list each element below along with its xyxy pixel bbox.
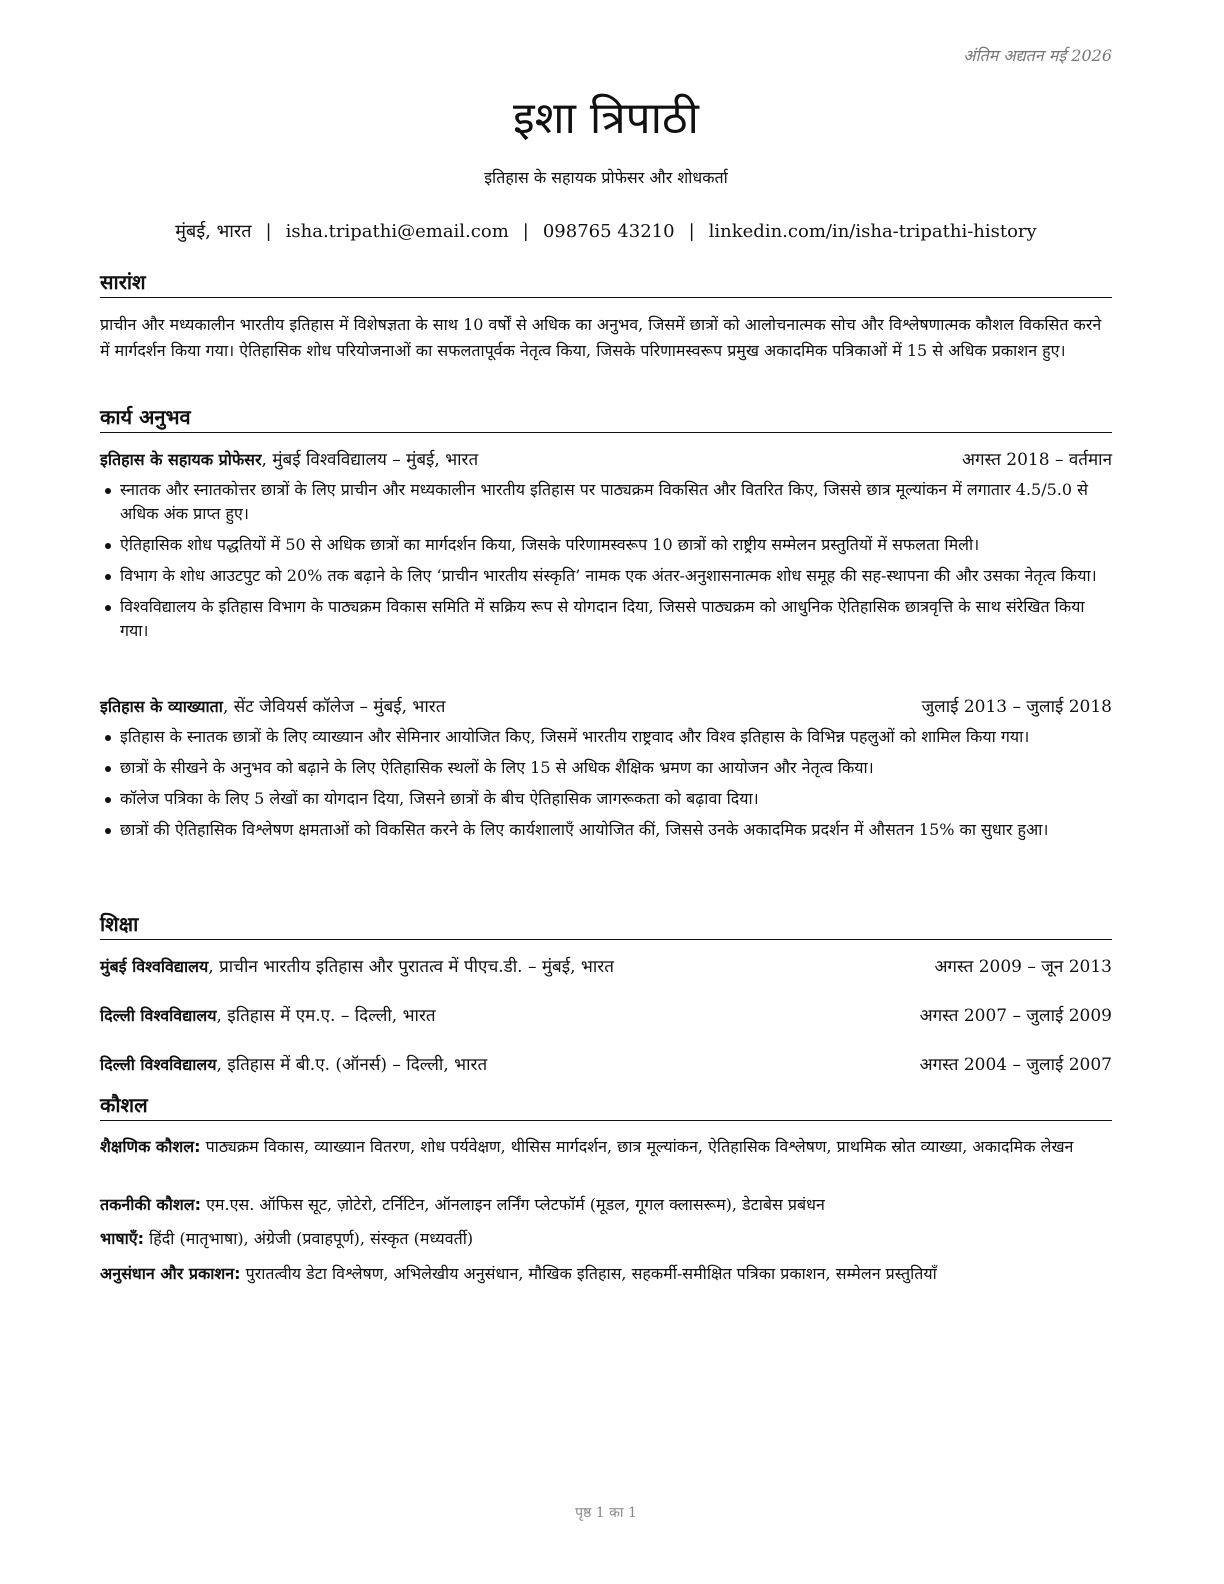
education-entry — [100, 954, 1112, 980]
skill-text: एम.एस. ऑफिस सूट, ज़ोटेरो, टर्निटिन, ऑनलाइन लर्निंग प्लेटफॉर्म (मूडल, गूगल क्लासरूम), डेटाबेस प्रबंधन — [201, 1195, 825, 1214]
bullet-item: छात्रों की ऐतिहासिक विश्लेषण क्षमताओं को विकसित करने के लिए कार्यशालाएँ आयोजित कीं, जिससे उनके अकादमिक प्रदर्शन में औसतन 15% का सुधार हुआ। — [100, 818, 1112, 842]
job-bullets — [100, 725, 1112, 849]
contact-phone[interactable]: 098765 43210 — [542, 221, 675, 242]
job-dates: अगस्त 2018 – वर्तमान — [962, 450, 1112, 470]
job-header — [100, 694, 1112, 720]
bullet-item: कॉलेज पत्रिका के लिए 5 लेखों का योगदान दिया, जिसने छात्रों के बीच ऐतिहासिक जागरूकता को बढ़ावा दिया। — [100, 787, 1112, 811]
bullet-item: छात्रों के सीखने के अनुभव को बढ़ाने के लिए ऐतिहासिक स्थलों के लिए 15 से अधिक शैक्षिक भ्रमण का आयोजन और नेतृत्व किया। — [100, 756, 1112, 780]
skill-label: अनुसंधान और प्रकाशन: — [100, 1264, 241, 1283]
job-title-line — [100, 694, 445, 720]
candidate-name: इशा त्रिपाठी — [513, 93, 699, 144]
bullet-item: इतिहास के स्नातक छात्रों के लिए व्याख्यान और सेमिनार आयोजित किए, जिसमें भारतीय राष्ट्रवाद और विश्व इतिहास के विभिन्न पहलुओं को शामिल किया गया। — [100, 725, 1112, 749]
skill-text: हिंदी (मातृभाषा), अंग्रेजी (प्रवाहपूर्ण), संस्कृत (मध्यवर्ती) — [144, 1229, 474, 1248]
contact-separator: | — [522, 221, 529, 242]
contact-linkedin[interactable]: linkedin.com/in/isha-tripathi-history — [708, 221, 1037, 242]
job-dates: जुलाई 2013 – जुलाई 2018 — [921, 697, 1112, 717]
job-bullets — [100, 478, 1112, 650]
skill-text: पाठ्यक्रम विकास, व्याख्यान वितरण, शोध पर्यवेक्षण, थीसिस मार्गदर्शन, छात्र मूल्यांकन, ऐतिहासिक विश्लेषण, प्राथमिक स्रोत व्याख्या, अकादमिक लेखन — [200, 1137, 1074, 1156]
summary-text: प्राचीन और मध्यकालीन भारतीय इतिहास में विशेषज्ञता के साथ 10 वर्षों से अधिक का अनुभव, जिसमें छात्रों को आलोचनात्मक सोच और विश्लेषणात्मक कौशल विकसित करने में मार्गदर्शन किया गया। ऐतिहासिक शोध परियोजनाओं का सफलतापूर्वक नेतृत्व किया, जिसके परिणामस्वरूप प्रमुख अकादमिक पत्रिकाओं में 15 से अधिक प्रकाशन हुए। — [100, 315, 1102, 360]
education-school: मुंबई विश्वविद्यालय — [100, 957, 209, 976]
job-header — [100, 447, 1112, 473]
bullet-icon — [105, 735, 111, 741]
bullet-icon — [105, 543, 111, 549]
page-number: पृष्ठ 1 का 1 — [575, 1505, 637, 1521]
education-school: दिल्ली विश्वविद्यालय — [100, 1055, 217, 1074]
contact-email[interactable]: isha.tripathi@email.com — [285, 221, 509, 242]
skill-label: शैक्षणिक कौशल: — [100, 1137, 201, 1156]
last-updated: अंतिम अद्यतन मई 2026 — [963, 46, 1112, 65]
section-title-experience: कार्य अनुभव — [100, 403, 1112, 433]
contact-separator: | — [688, 221, 695, 242]
contact-location: मुंबई, भारत — [175, 221, 252, 242]
education-school: दिल्ली विश्वविद्यालय — [100, 1006, 217, 1025]
education-dates: अगस्त 2009 – जून 2013 — [934, 957, 1112, 977]
resume-page — [100, 0, 1112, 1584]
education-detail: , इतिहास में बी.ए. (ऑनर्स) – दिल्ली, भारत — [216, 1055, 488, 1075]
job-role: इतिहास के व्याख्याता — [100, 697, 223, 716]
bullet-item: स्नातक और स्नातकोत्तर छात्रों के लिए प्राचीन और मध्यकालीन भारतीय इतिहास पर पाठ्यक्रम विकसित और वितरित किए, जिससे छात्र मूल्यांकन में लगातार 4.5/5.0 से अधिक अंक प्राप्त हुए। — [100, 478, 1112, 526]
job-title-line — [100, 447, 478, 473]
education-dates: अगस्त 2007 – जुलाई 2009 — [919, 1006, 1112, 1026]
skill-text: पुरातत्वीय डेटा विश्लेषण, अभिलेखीय अनुसंधान, मौखिक इतिहास, सहकर्मी-समीक्षित पत्रिका प्रकाशन, सम्मेलन प्रस्तुतियाँ — [240, 1264, 937, 1283]
job-org: , सेंट जेवियर्स कॉलेज – मुंबई, भारत — [222, 697, 446, 717]
contact-line — [100, 219, 1112, 243]
skill-line — [100, 1193, 1112, 1217]
bullet-icon — [105, 488, 111, 494]
bullet-icon — [105, 828, 111, 834]
section-title-skills: कौशल — [100, 1091, 1112, 1121]
bullet-item: विश्वविद्यालय के इतिहास विभाग के पाठ्यक्रम विकास समिति में सक्रिय रूप से योगदान दिया, जिससे पाठ्यक्रम को आधुनिक ऐतिहासिक छात्रवृत्ति के साथ संरेखित किया गया। — [100, 595, 1112, 643]
bullet-icon — [105, 574, 111, 580]
section-title-summary: सारांश — [100, 268, 1112, 298]
skill-line — [100, 1262, 1112, 1286]
job-org: , मुंबई विश्वविद्यालय – मुंबई, भारत — [261, 450, 479, 470]
education-entry — [100, 1003, 1112, 1029]
skill-line — [100, 1227, 1112, 1251]
contact-separator: | — [265, 221, 272, 242]
education-dates: अगस्त 2004 – जुलाई 2007 — [919, 1055, 1112, 1075]
education-entry — [100, 1052, 1112, 1078]
skill-label: भाषाएँ: — [100, 1229, 145, 1248]
job-role: इतिहास के सहायक प्रोफेसर — [100, 450, 262, 469]
bullet-item: ऐतिहासिक शोध पद्धतियों में 50 से अधिक छात्रों का मार्गदर्शन किया, जिसके परिणामस्वरूप 10 छात्रों को राष्ट्रीय सम्मेलन प्रस्तुतियों में सफलता मिली। — [100, 533, 1112, 557]
education-detail: , प्राचीन भारतीय इतिहास और पुरातत्व में पीएच.डी. – मुंबई, भारत — [208, 957, 614, 977]
bullet-icon — [105, 797, 111, 803]
education-detail: , इतिहास में एम.ए. – दिल्ली, भारत — [216, 1006, 436, 1026]
bullet-icon — [105, 766, 111, 772]
skill-line — [100, 1135, 1112, 1159]
skill-label: तकनीकी कौशल: — [100, 1195, 201, 1214]
bullet-item: विभाग के शोध आउटपुट को 20% तक बढ़ाने के लिए ‘प्राचीन भारतीय संस्कृति’ नामक एक अंतर-अनुशासनात्मक शोध समूह की सह-स्थापना की और उसका नेतृत्व किया। — [100, 564, 1112, 588]
bullet-icon — [105, 605, 111, 611]
section-title-education: शिक्षा — [100, 910, 1112, 940]
tagline: इतिहास के सहायक प्रोफेसर और शोधकर्ता — [484, 168, 728, 187]
